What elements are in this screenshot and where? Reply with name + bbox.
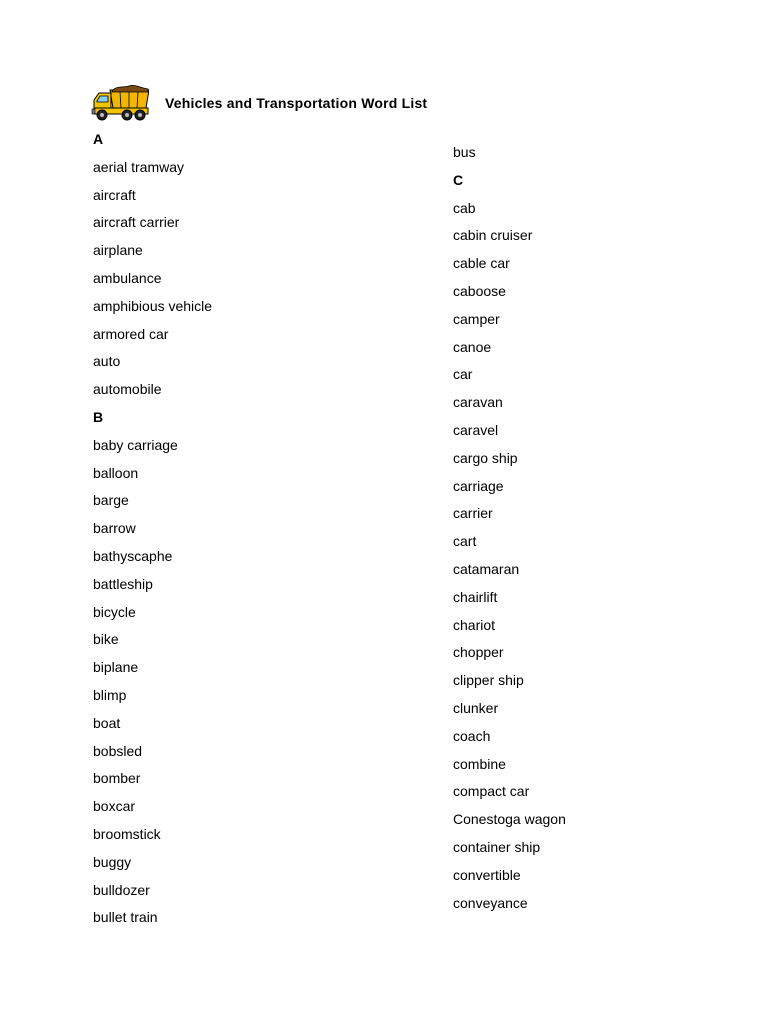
word-list-item: cab: [453, 199, 476, 216]
word-list-item: bathyscaphe: [93, 547, 173, 564]
word-list-item: cable car: [453, 255, 510, 272]
dump-truck-icon: [91, 84, 149, 122]
word-list-item: compact car: [453, 783, 530, 800]
section-letter-heading: B: [93, 408, 104, 425]
word-list-item: camper: [453, 310, 500, 327]
word-list-item: caravan: [453, 394, 503, 411]
word-list-item: caravel: [453, 421, 499, 438]
word-list-item: barge: [93, 492, 129, 509]
word-list-item: barrow: [93, 520, 136, 537]
word-list-item: blimp: [93, 686, 127, 703]
word-list-item: catamaran: [453, 560, 520, 577]
word-list-item: caboose: [453, 282, 506, 299]
word-list-item: boxcar: [93, 798, 136, 815]
word-list-item: aircraft carrier: [93, 214, 180, 231]
word-list-item: aerial tramway: [93, 158, 185, 175]
word-list-item: auto: [93, 353, 121, 370]
word-list-item: canoe: [453, 338, 492, 355]
word-list-item: bus: [453, 144, 476, 160]
word-list-item: container ship: [453, 838, 541, 855]
word-list-item: bobsled: [93, 742, 143, 759]
section-letter-heading: C: [453, 171, 464, 188]
word-list-item: combine: [453, 755, 506, 772]
word-list-item: boat: [93, 714, 121, 731]
word-list-item: Conestoga wagon: [453, 811, 566, 828]
section-letter-heading: A: [93, 131, 104, 147]
word-list-item: conveyance: [453, 894, 528, 911]
word-list-item: armored car: [93, 325, 169, 342]
word-list-item: clunker: [453, 699, 499, 716]
word-column-right: [453, 139, 753, 917]
word-list-item: chairlift: [453, 588, 498, 605]
word-list-item: airplane: [93, 242, 143, 259]
word-list-item: cargo ship: [453, 449, 518, 466]
word-list-item: carriage: [453, 477, 504, 494]
word-list-item: broomstick: [93, 825, 161, 842]
word-list-item: cart: [453, 533, 477, 550]
word-list-item: balloon: [93, 464, 139, 481]
word-list-item: baby carriage: [93, 436, 178, 453]
word-list-item: bulldozer: [93, 881, 150, 898]
word-list-item: bomber: [93, 770, 141, 787]
word-list-item: chariot: [453, 616, 496, 633]
word-list-item: bike: [93, 631, 119, 648]
word-list-item: biplane: [93, 659, 139, 676]
word-list-item: chopper: [453, 644, 504, 661]
word-list-item: convertible: [453, 866, 521, 883]
word-list-item: buggy: [93, 853, 132, 870]
word-list-item: bicycle: [93, 603, 136, 620]
word-list-item: ambulance: [93, 269, 162, 286]
word-list-item: aircraft: [93, 186, 136, 203]
page-title: Vehicles and Transportation Word List: [165, 95, 428, 111]
word-list-item: cabin cruiser: [453, 227, 533, 244]
word-list-item: amphibious vehicle: [93, 297, 213, 314]
word-list-item: bullet train: [93, 909, 158, 926]
word-list-item: carrier: [453, 505, 493, 522]
word-list-item: car: [453, 366, 473, 383]
word-list-item: coach: [453, 727, 491, 744]
word-list-item: clipper ship: [453, 672, 524, 689]
word-column-left: [93, 126, 393, 932]
word-list-item: automobile: [93, 381, 162, 398]
document-header: [91, 84, 427, 122]
word-list-item: battleship: [93, 575, 153, 592]
